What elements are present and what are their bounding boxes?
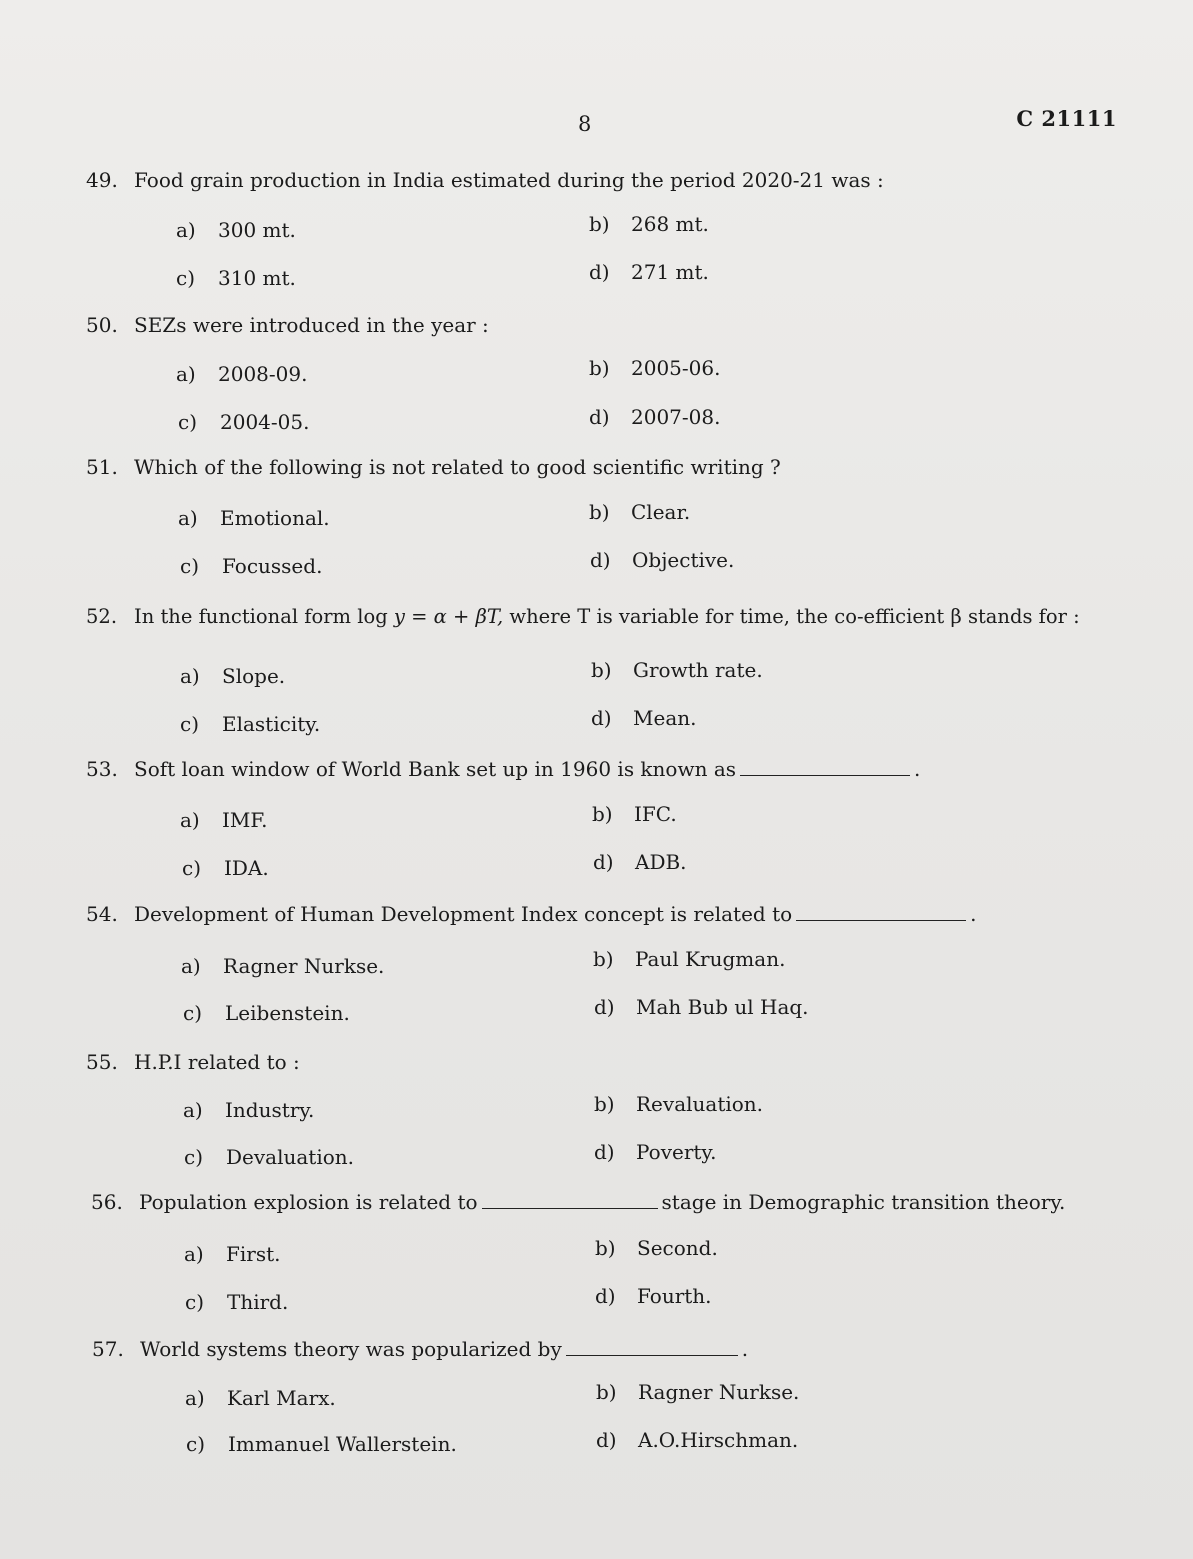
- question-text: 56. Population explosion is related to stage in Demographic transition theory.: [91, 1190, 1066, 1214]
- option-b: b) 2005-06.: [589, 356, 721, 380]
- option-d: d) A.O.Hirschman.: [596, 1428, 799, 1452]
- option-d: d) Objective.: [590, 548, 735, 572]
- option-a: a) Industry.: [183, 1098, 315, 1122]
- answer-blank: [740, 761, 910, 776]
- option-a: a) 2008-09.: [176, 362, 308, 386]
- option-a: a) Karl Marx.: [185, 1386, 336, 1410]
- answer-blank: [566, 1341, 738, 1356]
- option-c: c) IDA.: [182, 856, 269, 880]
- option-c: c) 2004-05.: [178, 410, 310, 434]
- option-b: b) Second.: [595, 1236, 718, 1260]
- formula: y = α + βT,: [393, 605, 504, 628]
- question-number: 53.: [86, 757, 118, 781]
- option-b: b) Revaluation.: [594, 1092, 764, 1116]
- question-text: 53. Soft loan window of World Bank set up in 1960 is known as .: [86, 757, 921, 781]
- option-c: c) Devaluation.: [184, 1145, 355, 1169]
- option-c: c) Focussed.: [180, 554, 323, 578]
- option-b: b) Clear.: [589, 500, 691, 524]
- option-a: a) Ragner Nurkse.: [181, 954, 385, 978]
- question-text: 52. In the functional form log y = α + βT, where T is variable for time, the co-efficient β stands for :: [86, 605, 1080, 628]
- option-d: d) Mean.: [591, 706, 697, 730]
- option-c: c) 310 mt.: [176, 266, 296, 290]
- question-number: 49.: [86, 168, 118, 192]
- paper-code: C 21111: [1016, 106, 1117, 131]
- option-b: b) 268 mt.: [589, 212, 709, 236]
- option-b: b) Ragner Nurkse.: [596, 1380, 800, 1404]
- question-text: 54. Development of Human Development Index concept is related to .: [86, 902, 977, 926]
- option-c: c) Elasticity.: [180, 712, 321, 736]
- option-a: a) Slope.: [180, 664, 286, 688]
- option-d: d) Mah Bub ul Haq.: [594, 995, 809, 1019]
- option-c: c) Immanuel Wallerstein.: [186, 1432, 457, 1456]
- option-c: c) Leibenstein.: [183, 1001, 350, 1025]
- option-d: d) ADB.: [593, 850, 687, 874]
- question-text: 51. Which of the following is not related to good scientific writing ?: [86, 455, 781, 479]
- question-text: 50. SEZs were introduced in the year :: [86, 313, 489, 337]
- question-text: 57. World systems theory was popularized by .: [92, 1337, 749, 1361]
- option-a: a) First.: [184, 1242, 281, 1266]
- option-b: b) Growth rate.: [591, 658, 763, 682]
- question-number: 52.: [86, 605, 118, 628]
- question-number: 50.: [86, 313, 118, 337]
- option-d: d) Poverty.: [594, 1140, 717, 1164]
- option-d: d) Fourth.: [595, 1284, 712, 1308]
- question-number: 55.: [86, 1050, 118, 1074]
- question-number: 57.: [92, 1337, 124, 1361]
- page-number: 8: [578, 112, 592, 136]
- question-number: 56.: [91, 1190, 123, 1214]
- option-d: d) 2007-08.: [589, 405, 721, 429]
- option-c: c) Third.: [185, 1290, 289, 1314]
- question-number: 51.: [86, 455, 118, 479]
- question-text: 49. Food grain production in India estimated during the period 2020-21 was :: [86, 168, 884, 192]
- answer-blank: [482, 1194, 658, 1209]
- question-text: 55. H.P.I related to :: [86, 1050, 300, 1074]
- option-b: b) Paul Krugman.: [593, 947, 786, 971]
- option-a: a) Emotional.: [178, 506, 330, 530]
- option-a: a) IMF.: [180, 808, 268, 832]
- question-number: 54.: [86, 902, 118, 926]
- option-d: d) 271 mt.: [589, 260, 709, 284]
- option-b: b) IFC.: [592, 802, 677, 826]
- answer-blank: [796, 906, 966, 921]
- option-a: a) 300 mt.: [176, 218, 296, 242]
